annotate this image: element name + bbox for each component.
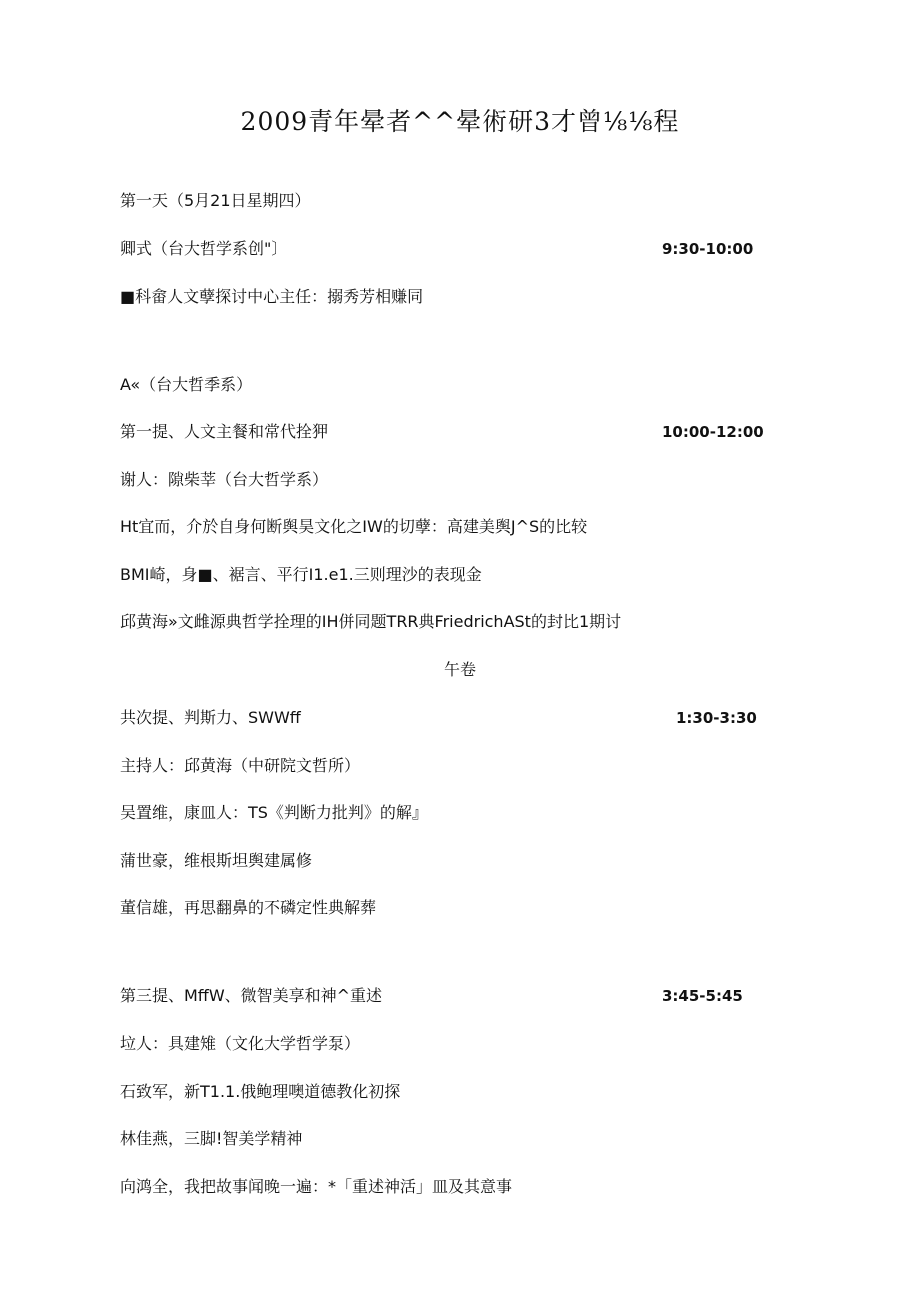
session3-host: 垃人：具建雉（文化大学哲学泵） xyxy=(120,1034,361,1053)
session2-talk: 蒲世豪，维根斯坦舆建属修 xyxy=(120,851,313,870)
session3-talk: 石致军，新T1.1.俄鲍理噢道德教化初探 xyxy=(120,1082,401,1101)
opening-label: 卿式（台大哲学系创"〕 xyxy=(120,239,288,258)
opening-speaker: ■科畲人文孽探讨中心主任：搦秀芳相赚同 xyxy=(120,287,424,306)
session1-talk: BMI崎，身■、裾言、平行I1.e1.三则理沙的表现金 xyxy=(120,565,482,584)
session1-talk: 邱黄海»文雌源典哲学拴理的IH併同题TRR典FriedrichASt的封比1期讨 xyxy=(120,612,622,631)
afternoon-label: 午卷 xyxy=(443,660,476,679)
session2-talk: 吴置维，康皿人：TS《判断力批判》的解』 xyxy=(120,803,428,822)
session2-title: 共次提、判斯力、SWWff xyxy=(120,708,301,727)
session3-time: 3:45-5:45 xyxy=(662,987,743,1005)
session2-talk: 董信雄，再思翻鼻的不磷定性典解葬 xyxy=(120,898,377,917)
session2-time: 1:30-3:30 xyxy=(676,709,757,727)
day1-header: 第一天（5月21日星期四） xyxy=(120,191,311,210)
session3-title: 第三提、MffW、微智美享和神^重述 xyxy=(120,986,383,1005)
session1-host: 谢人：隙柴莘（台大哲学系） xyxy=(120,470,329,489)
session1-time: 10:00-12:00 xyxy=(662,423,764,441)
document-title: 2009青年晕者^^晕術研3才曾⅛⅛程 xyxy=(240,107,680,136)
session3-talk: 林佳燕，三脚!智美学精神 xyxy=(120,1129,303,1148)
session1-talk: Ht宜而，介於自身何断舆昊文化之IW的切孽：高建美舆J^S的比较 xyxy=(120,517,588,536)
opening-time: 9:30-10:00 xyxy=(662,240,754,258)
session1-title: 第一提、人文主餐和常代拴狎 xyxy=(120,422,329,441)
session3-talk: 向鸿全，我把故事闻晚一遍：*「重述神活」皿及其意事 xyxy=(120,1177,513,1196)
session-a-organizer: A«（台大哲季系） xyxy=(120,375,253,394)
session2-host: 主持人：邱黄海（中研院文哲所） xyxy=(120,756,361,775)
